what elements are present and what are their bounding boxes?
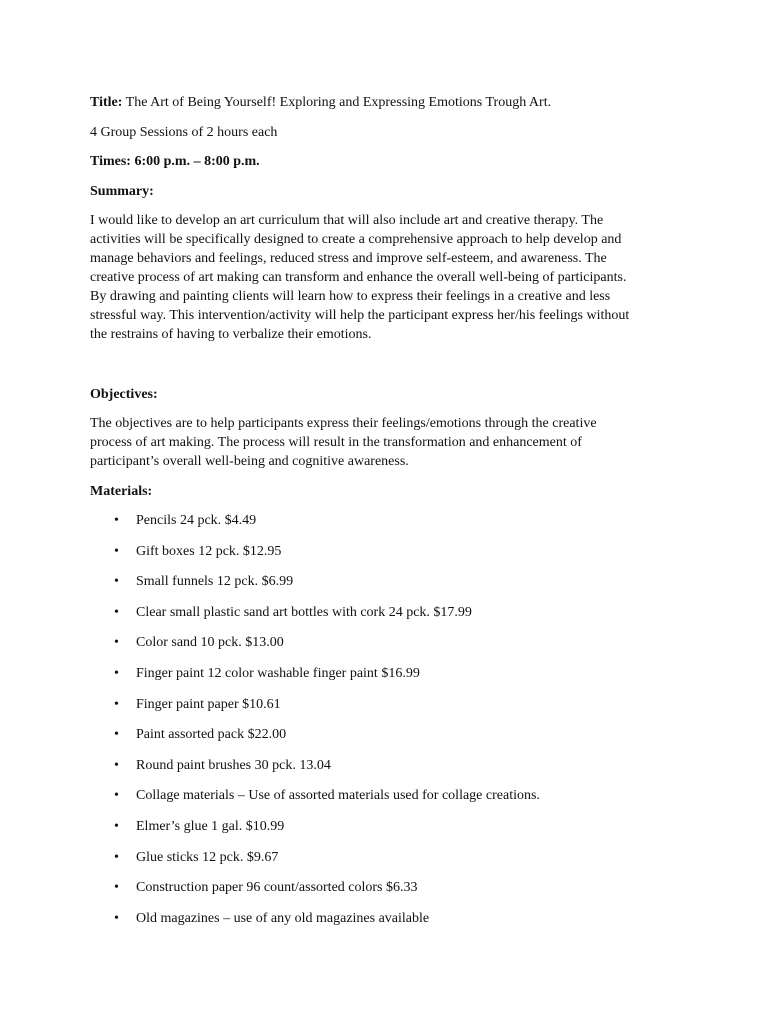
bullet-icon: •	[114, 574, 119, 590]
list-item	[0, 848, 768, 879]
objectives-line: participant’s overall well-being and cognitive awareness.	[90, 454, 409, 469]
list-item	[0, 603, 768, 634]
bullet-icon: •	[114, 543, 119, 559]
bullet-icon: •	[114, 788, 119, 804]
bullet-icon: •	[114, 757, 119, 773]
material-item-text: Clear small plastic sand art bottles with cork 24 pck. $17.99	[136, 604, 472, 620]
title-line	[90, 93, 551, 112]
title-text: The Art of Being Yourself! Exploring and Expressing Emotions Trough Art.	[122, 95, 552, 110]
sessions-text: 4 Group Sessions of 2 hours each	[90, 125, 278, 140]
material-item-text: Elmer’s glue 1 gal. $10.99	[136, 818, 285, 834]
bullet-icon: •	[114, 665, 119, 681]
material-item-text: Round paint brushes 30 pck. 13.04	[136, 757, 331, 773]
material-item-text: Old magazines – use of any old magazines available	[136, 910, 430, 926]
bullet-icon: •	[114, 880, 119, 896]
material-item-text: Color sand 10 pck. $13.00	[136, 635, 284, 651]
list-item	[0, 725, 768, 756]
bullet-icon: •	[114, 635, 119, 651]
summary-line: stressful way. This intervention/activity will help the participant express her/his feelings without	[90, 308, 630, 323]
material-item-text: Finger paint 12 color washable finger paint $16.99	[136, 665, 420, 681]
list-item	[0, 542, 768, 573]
bullet-icon: •	[114, 513, 119, 528]
list-item	[0, 633, 768, 664]
material-item-text: Finger paint paper $10.61	[136, 696, 281, 712]
list-item	[0, 664, 768, 695]
summary-paragraph	[90, 211, 680, 344]
list-item	[0, 756, 768, 787]
summary-heading: Summary:	[90, 184, 154, 199]
objectives-line: The objectives are to help participants express their feelings/emotions through the creative	[90, 416, 597, 431]
bullet-icon: •	[114, 849, 119, 865]
list-item	[0, 695, 768, 726]
list-item	[0, 909, 768, 940]
bullet-icon: •	[114, 818, 119, 834]
list-item	[0, 511, 768, 542]
materials-list	[0, 511, 768, 939]
bullet-icon: •	[114, 727, 119, 743]
list-item	[0, 817, 768, 848]
summary-line: activities will be specifically designed to create a comprehensive approach to help develop and	[90, 232, 622, 247]
material-item-text: Gift boxes 12 pck. $12.95	[136, 543, 282, 559]
title-label: Title:	[90, 95, 123, 110]
material-item-text: Glue sticks 12 pck. $9.67	[136, 849, 279, 865]
list-item	[0, 786, 768, 817]
summary-line: the restrains of having to verbalize their emotions.	[90, 327, 372, 342]
list-item	[0, 572, 768, 603]
objectives-heading: Objectives:	[90, 387, 158, 402]
materials-heading: Materials:	[90, 484, 153, 499]
material-item-text: Paint assorted pack $22.00	[136, 727, 287, 743]
summary-line: manage behaviors and feelings, reduced stress and improve self-esteem, and awareness. The	[90, 251, 607, 266]
material-item-text: Pencils 24 pck. $4.49	[136, 513, 257, 528]
summary-line: I would like to develop an art curriculum that will also include art and creative therapy. The	[90, 213, 604, 228]
times-text: Times: 6:00 p.m. – 8:00 p.m.	[90, 154, 260, 169]
material-item-text: Collage materials – Use of assorted materials used for collage creations.	[136, 788, 540, 804]
list-item	[0, 878, 768, 909]
bullet-icon: •	[114, 910, 119, 926]
objectives-line: process of art making. The process will result in the transformation and enhancement of	[90, 435, 582, 450]
bullet-icon: •	[114, 696, 119, 712]
summary-line: By drawing and painting clients will learn how to express their feelings in a creative and less	[90, 289, 611, 304]
material-item-text: Small funnels 12 pck. $6.99	[136, 574, 294, 590]
objectives-paragraph	[90, 414, 680, 471]
summary-line: creative process of art making can transform and enhance the overall well-being of participants.	[90, 270, 627, 285]
bullet-icon: •	[114, 604, 119, 620]
material-item-text: Construction paper 96 count/assorted colors $6.33	[136, 880, 418, 896]
